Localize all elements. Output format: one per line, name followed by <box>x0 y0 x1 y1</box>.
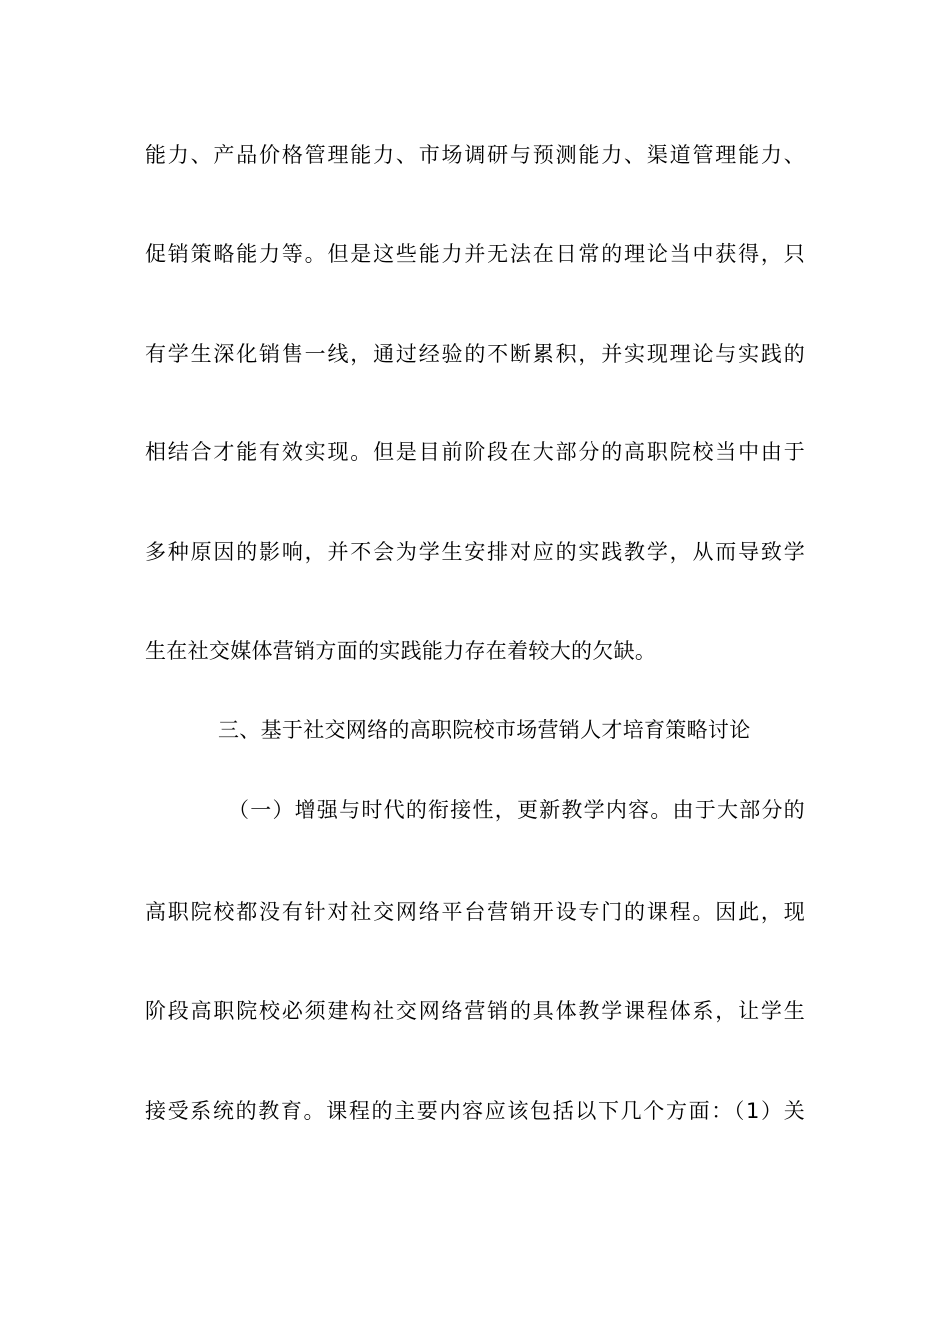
paragraph-last-line: 生在社交媒体营销方面的实践能力存在着较大的欠缺。 <box>145 639 657 663</box>
section-heading: 三、基于社交网络的高职院校市场营销人才培育策略讨论 <box>218 718 751 742</box>
paragraph-line: 能力、产品价格管理能力、市场调研与预测能力、渠道管理能力、 <box>145 143 805 167</box>
paragraph-line: 高职院校都没有针对社交网络平台营销开设专门的课程。因此，现 <box>145 900 805 924</box>
paragraph-line: 相结合才能有效实现。但是目前阶段在大部分的高职院校当中由于 <box>145 440 805 464</box>
paragraph-line: 多种原因的影响，并不会为学生安排对应的实践教学，从而导致学 <box>145 540 805 564</box>
paragraph-line: 有学生深化销售一线，通过经验的不断累积，并实现理论与实践的 <box>145 342 805 366</box>
paragraph-line: 阶段高职院校必须建构社交网络营销的具体教学课程体系，让学生 <box>145 999 805 1023</box>
paragraph-line: 促销策略能力等。但是这些能力并无法在日常的理论当中获得，只 <box>145 242 805 266</box>
paragraph-line: 接受系统的教育。课程的主要内容应该包括以下几个方面：（1）关 <box>145 1099 805 1123</box>
subsection-first-line: （一）增强与时代的衔接性，更新教学内容。由于大部分的 <box>228 798 805 822</box>
